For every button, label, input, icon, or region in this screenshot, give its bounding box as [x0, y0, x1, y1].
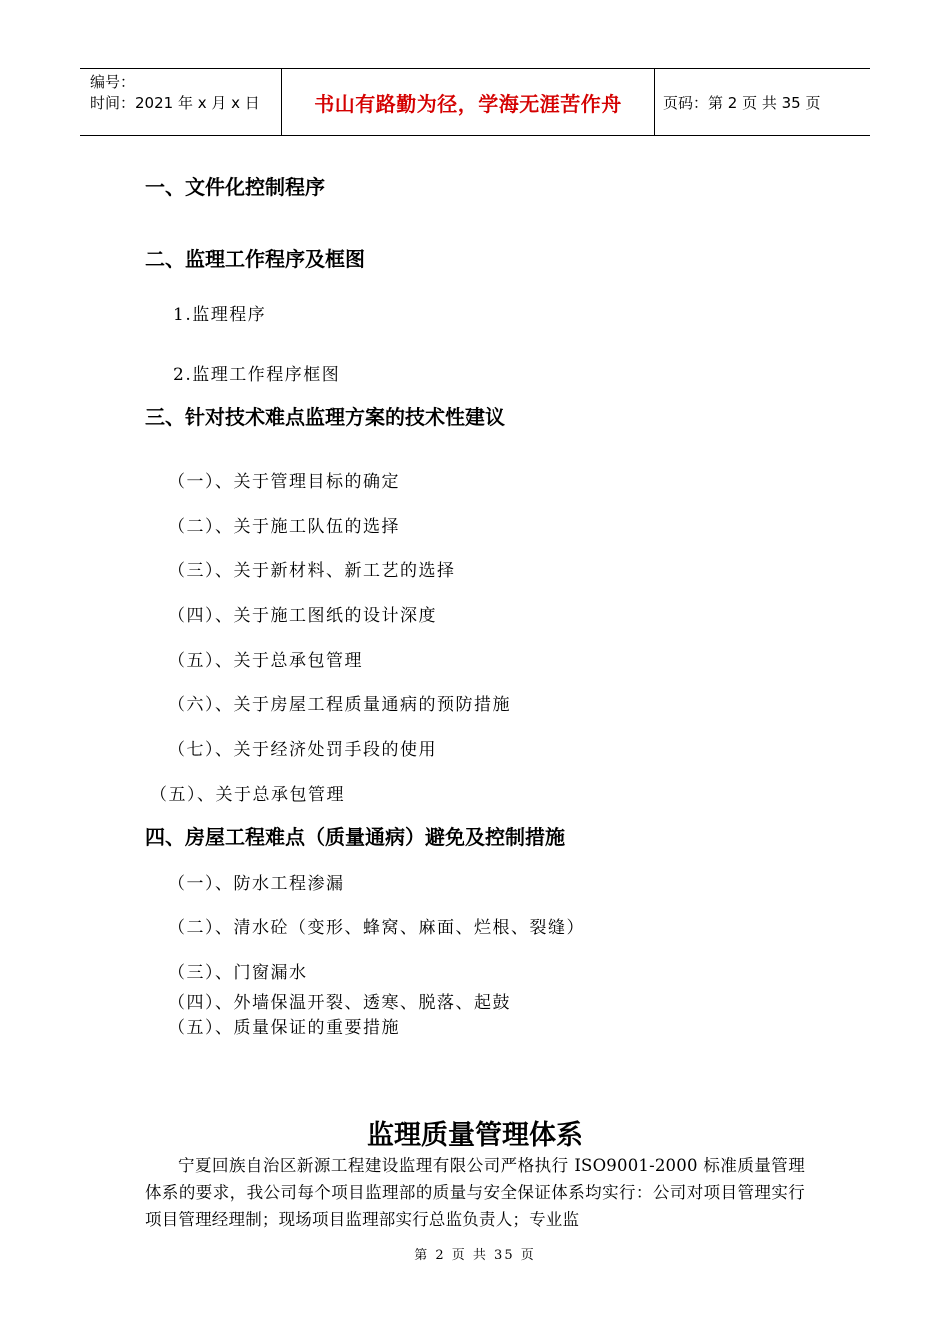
list-item: （五）、关于总承包管理: [168, 651, 363, 671]
list-item: （六）、关于房屋工程质量通病的预防措施: [168, 695, 511, 715]
header-motto: 书山有路勤为径，学海无涯苦作舟: [282, 69, 655, 135]
document-number: 编号：: [90, 73, 136, 91]
list-item: （三）、门窗漏水: [168, 963, 308, 983]
list-item: （一）、防水工程渗漏: [168, 874, 345, 894]
section-heading-3: 三、针对技术难点监理方案的技术性建议: [145, 405, 505, 429]
list-item: （五）、质量保证的重要措施: [168, 1018, 400, 1038]
body-paragraph: 宁夏回族自治区新源工程建设监理有限公司严格执行 ISO9001-2000 标准质量管理体系的要求，我公司每个项目监理部的质量与安全保证体系均实行：公司对项目管理实行项目管理经理制；现场项目监理部实行总监负责人；专业监: [145, 1156, 805, 1229]
document-date: 时间：2021 年 x 月 x 日: [90, 94, 260, 112]
main-title: 监理质量管理体系: [367, 1120, 583, 1151]
list-item: （四）、关于施工图纸的设计深度: [168, 606, 437, 626]
list-item: （二）、清水砼（变形、蜂窝、麻面、烂根、裂缝）: [168, 918, 585, 938]
page-footer: 第 2 页 共 35 页: [414, 1248, 536, 1263]
list-item: （二）、关于施工队伍的选择: [168, 517, 400, 537]
section-heading-4: 四、房屋工程难点（质量通病）避免及控制措施: [145, 825, 565, 849]
section-heading-1: 一、文件化控制程序: [145, 175, 325, 199]
list-item: （一）、关于管理目标的确定: [168, 472, 400, 492]
list-item: （七）、关于经济处罚手段的使用: [168, 740, 437, 760]
list-item: （四）、外墙保温开裂、透寒、脱落、起鼓: [168, 993, 511, 1013]
page-header: [80, 68, 870, 136]
header-meta: [80, 69, 282, 135]
header-page-number: 页码：第 2 页 共 35 页: [663, 93, 821, 112]
list-item: 1.监理程序: [173, 305, 267, 325]
list-item: （三）、关于新材料、新工艺的选择: [168, 561, 456, 581]
list-item: 2.监理工作程序框图: [173, 365, 341, 385]
section-heading-2: 二、监理工作程序及框图: [145, 247, 365, 271]
list-item: （五）、关于总承包管理: [150, 785, 345, 805]
